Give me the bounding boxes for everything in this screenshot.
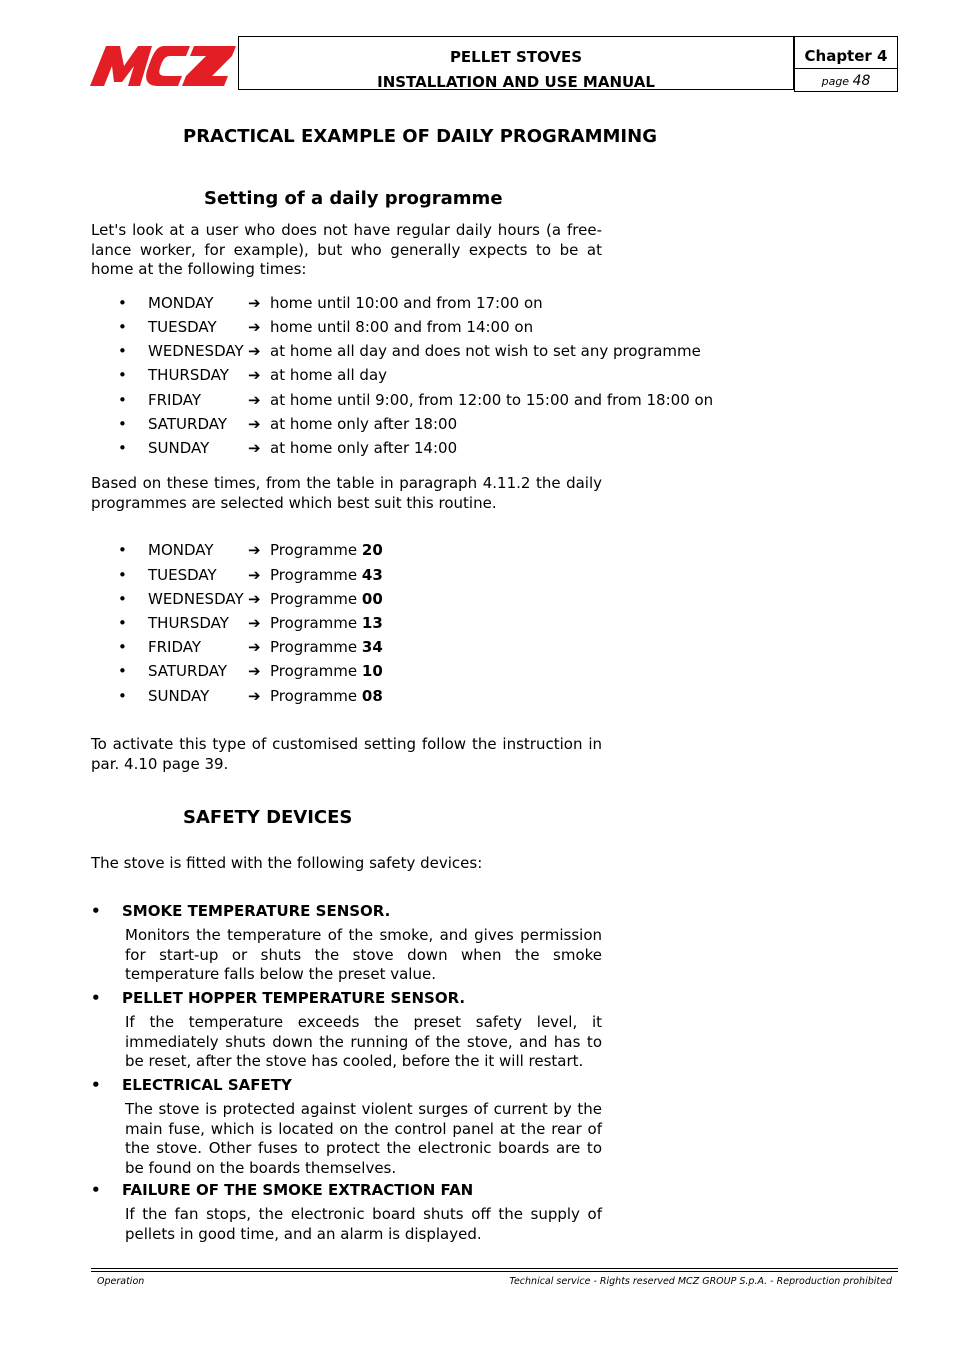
programme-number: 13 xyxy=(361,614,383,632)
programme-word: Programme xyxy=(270,662,362,680)
schedule-text xyxy=(248,342,701,360)
programme-word: Programme xyxy=(270,590,362,608)
programme-number: 20 xyxy=(361,541,383,559)
schedule-text xyxy=(248,439,457,457)
schedule-text xyxy=(248,318,533,336)
mcz-logo xyxy=(90,42,236,88)
programme-number: 00 xyxy=(361,590,383,608)
bullet: • xyxy=(118,391,127,409)
day-label: THURSDAY xyxy=(148,614,229,632)
header-title-line2: INSTALLATION AND USE MANUAL xyxy=(377,73,655,91)
arrow-icon: ➔ xyxy=(248,391,261,409)
closing-paragraph: To activate this type of customised setting follow the instruction in par. 4.10 page 39. xyxy=(91,735,602,773)
chapter-label: Chapter 4 xyxy=(804,47,888,65)
day-label: MONDAY xyxy=(148,294,214,312)
bullet: • xyxy=(91,902,101,920)
day-label: SUNDAY xyxy=(148,439,210,457)
schedule-text xyxy=(248,391,713,409)
middle-paragraph: Based on these times, from the table in paragraph 4.11.2 the daily programmes are selected which best suit this routine. xyxy=(91,474,602,512)
programme-text xyxy=(248,541,383,559)
day-label: WEDNESDAY xyxy=(148,590,244,608)
programme-text xyxy=(248,614,383,632)
arrow-icon: ➔ xyxy=(248,294,261,312)
day-label: FRIDAY xyxy=(148,391,202,409)
day-label: WEDNESDAY xyxy=(148,342,244,360)
safety-item-description: If the fan stops, the electronic board shuts off the supply of pellets in good time, and an alarm is displayed. xyxy=(125,1205,602,1243)
safety-intro: The stove is fitted with the following safety devices: xyxy=(91,854,483,872)
programme-number: 08 xyxy=(361,687,383,705)
schedule-description: at home all day xyxy=(270,366,388,384)
page-number: 48 xyxy=(852,73,871,89)
arrow-icon: ➔ xyxy=(248,687,261,705)
day-label: SUNDAY xyxy=(148,687,210,705)
safety-item-description: The stove is protected against violent surges of current by the main fuse, which is located on the control panel at the rear of the stove. Other fuses to protect the electronic boards are to be found on the boards themselves. xyxy=(125,1100,602,1177)
schedule-text xyxy=(248,366,387,384)
bullet: • xyxy=(91,989,101,1007)
bullet: • xyxy=(91,1181,101,1199)
bullet: • xyxy=(118,590,127,608)
schedule-text xyxy=(248,294,543,312)
arrow-icon: ➔ xyxy=(248,342,261,360)
arrow-icon: ➔ xyxy=(248,638,261,656)
schedule-description: at home only after 18:00 xyxy=(270,415,458,433)
section-title-safety-devices: SAFETY DEVICES xyxy=(183,807,353,828)
arrow-icon: ➔ xyxy=(248,439,261,457)
programme-number: 10 xyxy=(361,662,383,680)
day-label: FRIDAY xyxy=(148,638,202,656)
day-label: SATURDAY xyxy=(148,662,228,680)
section-title-daily-programming: PRACTICAL EXAMPLE OF DAILY PROGRAMMING xyxy=(183,126,657,147)
arrow-icon: ➔ xyxy=(248,590,261,608)
footer-left-text: Operation xyxy=(97,1276,145,1287)
subsection-title: Setting of a daily programme xyxy=(204,188,503,209)
bullet: • xyxy=(118,318,127,336)
day-label: THURSDAY xyxy=(148,366,229,384)
header-title-line1: PELLET STOVES xyxy=(449,48,583,66)
safety-item-description: If the temperature exceeds the preset safety level, it immediately shuts down the running of the stove, and has to be reset, after the stove has cooled, before the it will restart. xyxy=(125,1013,602,1070)
bullet: • xyxy=(118,294,127,312)
bullet: • xyxy=(118,662,127,680)
bullet: • xyxy=(118,614,127,632)
schedule-description: at home all day and does not wish to set any programme xyxy=(270,342,701,360)
bullet: • xyxy=(91,1076,101,1094)
programme-text xyxy=(248,662,383,680)
day-label: TUESDAY xyxy=(148,318,217,336)
bullet: • xyxy=(118,415,127,433)
page-indicator xyxy=(795,73,897,89)
programme-word: Programme xyxy=(270,638,362,656)
programme-text xyxy=(248,590,383,608)
programme-text xyxy=(248,638,383,656)
schedule-description: home until 10:00 and from 17:00 on xyxy=(270,294,543,312)
arrow-icon: ➔ xyxy=(248,366,261,384)
safety-item-heading: ELECTRICAL SAFETY xyxy=(122,1076,292,1094)
safety-item-heading: SMOKE TEMPERATURE SENSOR. xyxy=(122,902,391,920)
programme-word: Programme xyxy=(270,566,362,584)
footer-right-text: Technical service - Rights reserved MCZ GROUP S.p.A. - Reproduction prohibited xyxy=(509,1276,892,1287)
arrow-icon: ➔ xyxy=(248,566,261,584)
programme-text xyxy=(248,687,383,705)
intro-paragraph: Let's look at a user who does not have regular daily hours (a free-lance worker, for example), but who generally expects to be at home at the following times: xyxy=(91,221,602,278)
safety-item-description: Monitors the temperature of the smoke, and gives permission for start-up or shuts the stove down when the smoke temperature falls below the preset value. xyxy=(125,926,602,983)
day-label: SATURDAY xyxy=(148,415,228,433)
day-label: MONDAY xyxy=(148,541,214,559)
schedule-description: home until 8:00 and from 14:00 on xyxy=(270,318,534,336)
programme-number: 43 xyxy=(361,566,383,584)
bullet: • xyxy=(118,439,127,457)
safety-item-heading: PELLET HOPPER TEMPERATURE SENSOR. xyxy=(122,989,466,1007)
programme-number: 34 xyxy=(361,638,383,656)
schedule-text xyxy=(248,415,457,433)
arrow-icon: ➔ xyxy=(248,415,261,433)
arrow-icon: ➔ xyxy=(248,541,261,559)
bullet: • xyxy=(118,342,127,360)
programme-word: Programme xyxy=(270,614,362,632)
safety-item-heading: FAILURE OF THE SMOKE EXTRACTION FAN xyxy=(122,1181,474,1199)
footer-rule xyxy=(91,1268,898,1269)
bullet: • xyxy=(118,366,127,384)
header-title-box xyxy=(238,36,794,90)
footer-rule xyxy=(91,1271,898,1272)
schedule-description: at home only after 14:00 xyxy=(270,439,458,457)
arrow-icon: ➔ xyxy=(248,662,261,680)
chapter-box xyxy=(794,36,898,92)
chapter-divider xyxy=(795,68,897,69)
programme-text xyxy=(248,566,383,584)
arrow-icon: ➔ xyxy=(248,318,261,336)
programme-word: Programme xyxy=(270,541,362,559)
programme-word: Programme xyxy=(270,687,362,705)
bullet: • xyxy=(118,566,127,584)
arrow-icon: ➔ xyxy=(248,614,261,632)
bullet: • xyxy=(118,541,127,559)
schedule-description: at home until 9:00, from 12:00 to 15:00 and from 18:00 on xyxy=(270,391,714,409)
bullet: • xyxy=(118,687,127,705)
day-label: TUESDAY xyxy=(148,566,217,584)
bullet: • xyxy=(118,638,127,656)
page-label: page xyxy=(821,75,850,88)
